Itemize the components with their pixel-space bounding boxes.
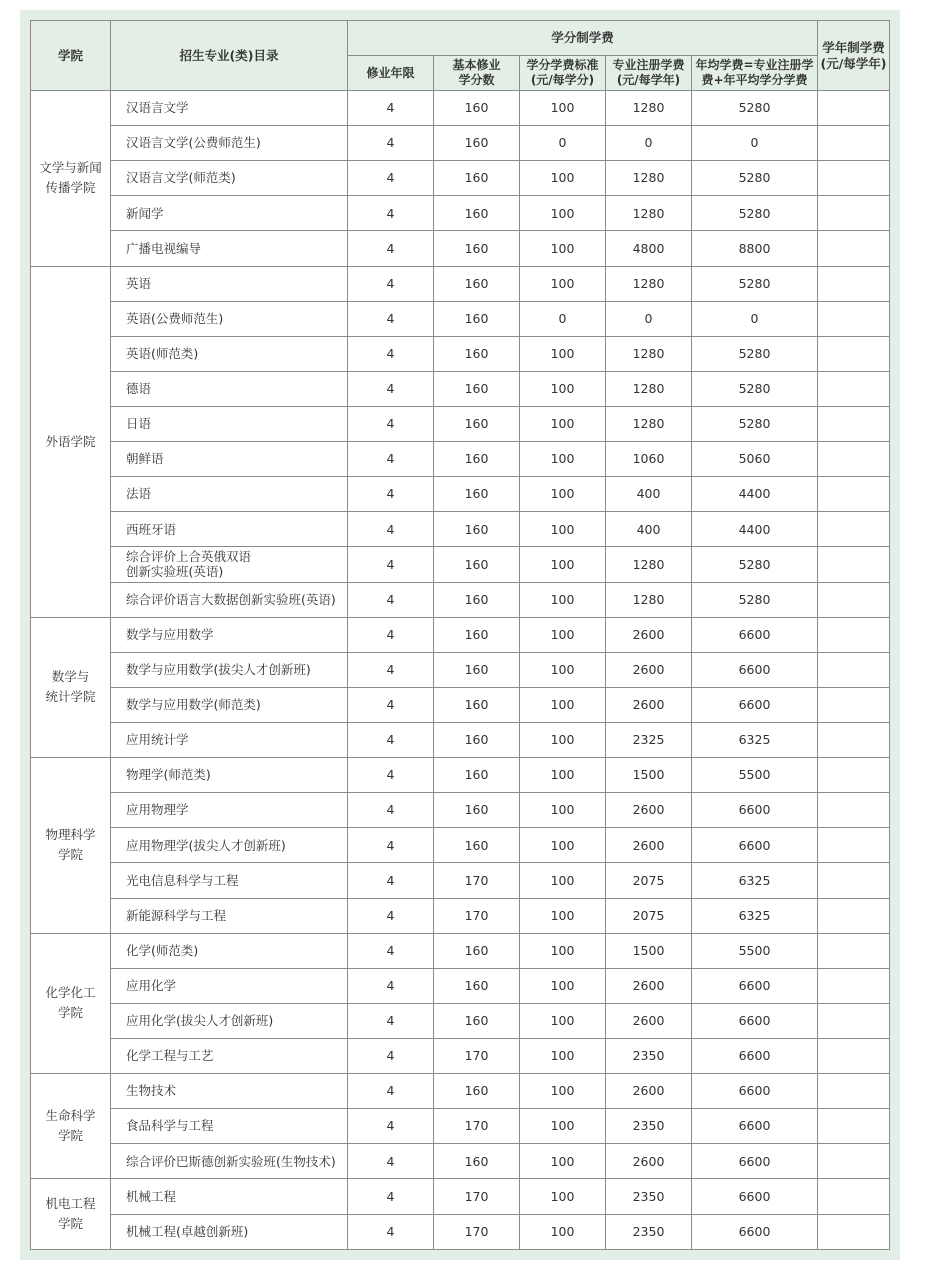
major-cell: 数学与应用数学(拔尖人才创新班) — [111, 652, 348, 687]
major-cell: 汉语言文学(公费师范生) — [111, 126, 348, 161]
years-cell: 4 — [348, 687, 434, 722]
credits-cell: 170 — [434, 1179, 520, 1214]
credits-cell: 160 — [434, 442, 520, 477]
annual-system-fee-cell — [818, 336, 890, 371]
annual-system-fee-cell — [818, 477, 890, 512]
credits-cell: 170 — [434, 863, 520, 898]
years-cell: 4 — [348, 582, 434, 617]
credits-cell: 160 — [434, 196, 520, 231]
table-frame — [20, 10, 900, 1260]
major-cell: 化学(师范类) — [111, 933, 348, 968]
annual-fee-cell: 4400 — [692, 477, 818, 512]
annual-fee-cell: 6600 — [692, 968, 818, 1003]
years-cell: 4 — [348, 828, 434, 863]
major-cell: 综合评价上合英俄双语 创新实验班(英语) — [111, 547, 348, 582]
registration-fee-cell: 0 — [606, 301, 692, 336]
credit-fee-cell: 100 — [520, 512, 606, 547]
credits-cell: 160 — [434, 933, 520, 968]
major-cell: 食品科学与工程 — [111, 1109, 348, 1144]
years-cell: 4 — [348, 1038, 434, 1073]
header-credit-system: 学分制学费 — [348, 21, 818, 56]
years-cell: 4 — [348, 863, 434, 898]
credit-fee-cell: 100 — [520, 687, 606, 722]
major-cell: 综合评价语言大数据创新实验班(英语) — [111, 582, 348, 617]
registration-fee-cell: 2600 — [606, 793, 692, 828]
major-cell: 应用化学 — [111, 968, 348, 1003]
credits-cell: 160 — [434, 477, 520, 512]
credit-fee-cell: 100 — [520, 933, 606, 968]
credits-cell: 160 — [434, 91, 520, 126]
credit-fee-cell: 100 — [520, 968, 606, 1003]
registration-fee-cell: 2600 — [606, 1003, 692, 1038]
annual-fee-cell: 6600 — [692, 617, 818, 652]
credits-cell: 160 — [434, 793, 520, 828]
credit-fee-cell: 100 — [520, 722, 606, 757]
annual-fee-cell: 6600 — [692, 687, 818, 722]
table-row — [31, 617, 890, 652]
credits-cell: 160 — [434, 301, 520, 336]
table-row — [31, 161, 890, 196]
credit-fee-cell: 100 — [520, 1144, 606, 1179]
years-cell: 4 — [348, 126, 434, 161]
registration-fee-cell: 2350 — [606, 1038, 692, 1073]
major-cell: 应用物理学 — [111, 793, 348, 828]
credit-fee-cell: 100 — [520, 1179, 606, 1214]
annual-fee-cell: 5500 — [692, 758, 818, 793]
annual-system-fee-cell — [818, 231, 890, 266]
annual-fee-cell: 5280 — [692, 161, 818, 196]
registration-fee-cell: 1280 — [606, 161, 692, 196]
header-credit-fee-standard: 学分学费标准 (元/每学分) — [520, 56, 606, 91]
annual-fee-cell: 6600 — [692, 1074, 818, 1109]
credit-fee-cell: 100 — [520, 652, 606, 687]
table-row — [31, 582, 890, 617]
major-cell: 法语 — [111, 477, 348, 512]
registration-fee-cell: 0 — [606, 126, 692, 161]
annual-system-fee-cell — [818, 758, 890, 793]
credits-cell: 160 — [434, 1003, 520, 1038]
college-cell: 物理科学 学院 — [31, 758, 111, 934]
registration-fee-cell: 1060 — [606, 442, 692, 477]
registration-fee-cell: 2600 — [606, 1074, 692, 1109]
table-row — [31, 687, 890, 722]
table-row — [31, 231, 890, 266]
major-cell: 新能源科学与工程 — [111, 898, 348, 933]
annual-system-fee-cell — [818, 442, 890, 477]
registration-fee-cell: 2350 — [606, 1179, 692, 1214]
credit-fee-cell: 100 — [520, 1074, 606, 1109]
annual-system-fee-cell — [818, 126, 890, 161]
annual-fee-cell: 6600 — [692, 1003, 818, 1038]
major-cell: 广播电视编导 — [111, 231, 348, 266]
annual-system-fee-cell — [818, 266, 890, 301]
years-cell: 4 — [348, 1214, 434, 1250]
header-major: 招生专业(类)目录 — [111, 21, 348, 91]
annual-fee-cell: 6600 — [692, 793, 818, 828]
college-cell: 外语学院 — [31, 266, 111, 617]
annual-fee-cell: 5280 — [692, 266, 818, 301]
table-row — [31, 1109, 890, 1144]
annual-fee-cell: 6325 — [692, 863, 818, 898]
credit-fee-cell: 100 — [520, 161, 606, 196]
table-row — [31, 406, 890, 441]
table-row — [31, 1214, 890, 1250]
major-cell: 日语 — [111, 406, 348, 441]
table-row — [31, 196, 890, 231]
registration-fee-cell: 1280 — [606, 582, 692, 617]
annual-system-fee-cell — [818, 617, 890, 652]
credits-cell: 160 — [434, 231, 520, 266]
credits-cell: 170 — [434, 1109, 520, 1144]
header-years: 修业年限 — [348, 56, 434, 91]
annual-system-fee-cell — [818, 196, 890, 231]
major-cell: 综合评价巴斯德创新实验班(生物技术) — [111, 1144, 348, 1179]
header-annual-fee: 年均学费=专业注册学 费+年平均学分学费 — [692, 56, 818, 91]
registration-fee-cell: 1280 — [606, 336, 692, 371]
annual-system-fee-cell — [818, 722, 890, 757]
annual-fee-cell: 5280 — [692, 336, 818, 371]
registration-fee-cell: 1280 — [606, 547, 692, 582]
credits-cell: 160 — [434, 266, 520, 301]
annual-system-fee-cell — [818, 828, 890, 863]
years-cell: 4 — [348, 301, 434, 336]
major-cell: 物理学(师范类) — [111, 758, 348, 793]
annual-system-fee-cell — [818, 371, 890, 406]
years-cell: 4 — [348, 722, 434, 757]
credits-cell: 160 — [434, 617, 520, 652]
annual-system-fee-cell — [818, 863, 890, 898]
credit-fee-cell: 100 — [520, 582, 606, 617]
credit-fee-cell: 100 — [520, 196, 606, 231]
credits-cell: 170 — [434, 898, 520, 933]
credits-cell: 160 — [434, 371, 520, 406]
major-cell: 英语(公费师范生) — [111, 301, 348, 336]
years-cell: 4 — [348, 968, 434, 1003]
credit-fee-cell: 100 — [520, 477, 606, 512]
credit-fee-cell: 100 — [520, 336, 606, 371]
years-cell: 4 — [348, 477, 434, 512]
annual-system-fee-cell — [818, 1074, 890, 1109]
table-row — [31, 547, 890, 582]
annual-fee-cell: 6600 — [692, 1179, 818, 1214]
table-row — [31, 512, 890, 547]
credit-fee-cell: 100 — [520, 266, 606, 301]
annual-fee-cell: 5280 — [692, 547, 818, 582]
major-cell: 机械工程 — [111, 1179, 348, 1214]
major-cell: 生物技术 — [111, 1074, 348, 1109]
registration-fee-cell: 2600 — [606, 652, 692, 687]
years-cell: 4 — [348, 898, 434, 933]
table-row — [31, 301, 890, 336]
credits-cell: 160 — [434, 968, 520, 1003]
credits-cell: 160 — [434, 336, 520, 371]
major-cell: 应用化学(拔尖人才创新班) — [111, 1003, 348, 1038]
years-cell: 4 — [348, 1179, 434, 1214]
credit-fee-cell: 100 — [520, 863, 606, 898]
credit-fee-cell: 100 — [520, 793, 606, 828]
major-cell: 化学工程与工艺 — [111, 1038, 348, 1073]
years-cell: 4 — [348, 617, 434, 652]
table-row — [31, 968, 890, 1003]
major-cell: 西班牙语 — [111, 512, 348, 547]
credit-fee-cell: 100 — [520, 828, 606, 863]
years-cell: 4 — [348, 1074, 434, 1109]
college-cell: 文学与新闻 传播学院 — [31, 91, 111, 267]
annual-system-fee-cell — [818, 161, 890, 196]
college-cell: 数学与 统计学院 — [31, 617, 111, 757]
credit-fee-cell: 100 — [520, 1214, 606, 1250]
credit-fee-cell: 100 — [520, 758, 606, 793]
annual-fee-cell: 5500 — [692, 933, 818, 968]
credits-cell: 160 — [434, 652, 520, 687]
table-row — [31, 371, 890, 406]
major-cell: 应用统计学 — [111, 722, 348, 757]
annual-fee-cell: 4400 — [692, 512, 818, 547]
header-college: 学院 — [31, 21, 111, 91]
college-cell: 生命科学 学院 — [31, 1074, 111, 1179]
credit-fee-cell: 100 — [520, 371, 606, 406]
registration-fee-cell: 1280 — [606, 196, 692, 231]
annual-fee-cell: 6600 — [692, 1038, 818, 1073]
annual-system-fee-cell — [818, 406, 890, 441]
major-cell: 英语(师范类) — [111, 336, 348, 371]
major-cell: 朝鲜语 — [111, 442, 348, 477]
credits-cell: 160 — [434, 547, 520, 582]
annual-fee-cell: 8800 — [692, 231, 818, 266]
annual-system-fee-cell — [818, 582, 890, 617]
major-cell: 新闻学 — [111, 196, 348, 231]
college-cell: 机电工程 学院 — [31, 1179, 111, 1250]
table-row — [31, 828, 890, 863]
credits-cell: 160 — [434, 161, 520, 196]
table-row — [31, 336, 890, 371]
years-cell: 4 — [348, 442, 434, 477]
years-cell: 4 — [348, 758, 434, 793]
annual-fee-cell: 5280 — [692, 371, 818, 406]
annual-system-fee-cell — [818, 687, 890, 722]
annual-system-fee-cell — [818, 1038, 890, 1073]
header-registration-fee: 专业注册学费 (元/每学年) — [606, 56, 692, 91]
credit-fee-cell: 100 — [520, 442, 606, 477]
table-row — [31, 266, 890, 301]
annual-fee-cell: 5280 — [692, 91, 818, 126]
registration-fee-cell: 2325 — [606, 722, 692, 757]
credits-cell: 160 — [434, 512, 520, 547]
registration-fee-cell: 400 — [606, 477, 692, 512]
major-cell: 数学与应用数学 — [111, 617, 348, 652]
years-cell: 4 — [348, 1144, 434, 1179]
credits-cell: 170 — [434, 1038, 520, 1073]
annual-fee-cell: 0 — [692, 126, 818, 161]
major-cell: 英语 — [111, 266, 348, 301]
credit-fee-cell: 100 — [520, 547, 606, 582]
registration-fee-cell: 1500 — [606, 758, 692, 793]
annual-fee-cell: 6325 — [692, 898, 818, 933]
table-row — [31, 1038, 890, 1073]
annual-system-fee-cell — [818, 1179, 890, 1214]
years-cell: 4 — [348, 336, 434, 371]
header-base-credits: 基本修业 学分数 — [434, 56, 520, 91]
registration-fee-cell: 1280 — [606, 371, 692, 406]
credits-cell: 160 — [434, 406, 520, 441]
table-row — [31, 898, 890, 933]
annual-fee-cell: 6325 — [692, 722, 818, 757]
annual-fee-cell: 6600 — [692, 1214, 818, 1250]
table-row — [31, 91, 890, 126]
annual-system-fee-cell — [818, 91, 890, 126]
credit-fee-cell: 100 — [520, 1109, 606, 1144]
table-body — [31, 91, 890, 1250]
years-cell: 4 — [348, 652, 434, 687]
credits-cell: 160 — [434, 687, 520, 722]
years-cell: 4 — [348, 933, 434, 968]
table-row — [31, 652, 890, 687]
annual-fee-cell: 6600 — [692, 652, 818, 687]
years-cell: 4 — [348, 371, 434, 406]
major-cell: 汉语言文学(师范类) — [111, 161, 348, 196]
annual-fee-cell: 5280 — [692, 406, 818, 441]
years-cell: 4 — [348, 161, 434, 196]
annual-system-fee-cell — [818, 652, 890, 687]
major-cell: 光电信息科学与工程 — [111, 863, 348, 898]
annual-fee-cell: 6600 — [692, 1109, 818, 1144]
credit-fee-cell: 0 — [520, 301, 606, 336]
registration-fee-cell: 2600 — [606, 687, 692, 722]
registration-fee-cell: 1500 — [606, 933, 692, 968]
table-row — [31, 933, 890, 968]
credits-cell: 160 — [434, 722, 520, 757]
annual-system-fee-cell — [818, 1003, 890, 1038]
years-cell: 4 — [348, 1003, 434, 1038]
registration-fee-cell: 1280 — [606, 266, 692, 301]
annual-fee-cell: 5280 — [692, 582, 818, 617]
credits-cell: 160 — [434, 582, 520, 617]
credits-cell: 160 — [434, 828, 520, 863]
major-cell: 德语 — [111, 371, 348, 406]
credit-fee-cell: 100 — [520, 406, 606, 441]
registration-fee-cell: 1280 — [606, 406, 692, 441]
major-cell: 数学与应用数学(师范类) — [111, 687, 348, 722]
table-row — [31, 1144, 890, 1179]
years-cell: 4 — [348, 406, 434, 441]
annual-system-fee-cell — [818, 898, 890, 933]
annual-system-fee-cell — [818, 933, 890, 968]
registration-fee-cell: 2075 — [606, 898, 692, 933]
years-cell: 4 — [348, 196, 434, 231]
table-row — [31, 126, 890, 161]
years-cell: 4 — [348, 793, 434, 828]
credit-fee-cell: 100 — [520, 1003, 606, 1038]
credits-cell: 160 — [434, 1144, 520, 1179]
registration-fee-cell: 2600 — [606, 1144, 692, 1179]
table-row — [31, 793, 890, 828]
annual-system-fee-cell — [818, 968, 890, 1003]
credits-cell: 160 — [434, 758, 520, 793]
table-row — [31, 477, 890, 512]
annual-fee-cell: 5060 — [692, 442, 818, 477]
annual-system-fee-cell — [818, 793, 890, 828]
annual-system-fee-cell — [818, 547, 890, 582]
years-cell: 4 — [348, 512, 434, 547]
table-row — [31, 758, 890, 793]
table-row — [31, 1074, 890, 1109]
credit-fee-cell: 100 — [520, 617, 606, 652]
credits-cell: 170 — [434, 1214, 520, 1250]
major-cell: 机械工程(卓越创新班) — [111, 1214, 348, 1250]
table-row — [31, 1179, 890, 1214]
years-cell: 4 — [348, 266, 434, 301]
college-cell: 化学化工 学院 — [31, 933, 111, 1073]
annual-system-fee-cell — [818, 301, 890, 336]
annual-system-fee-cell — [818, 512, 890, 547]
annual-system-fee-cell — [818, 1109, 890, 1144]
registration-fee-cell: 2350 — [606, 1214, 692, 1250]
major-cell: 汉语言文学 — [111, 91, 348, 126]
annual-fee-cell: 6600 — [692, 1144, 818, 1179]
registration-fee-cell: 2350 — [606, 1109, 692, 1144]
registration-fee-cell: 2600 — [606, 968, 692, 1003]
credit-fee-cell: 0 — [520, 126, 606, 161]
years-cell: 4 — [348, 91, 434, 126]
table-row — [31, 1003, 890, 1038]
registration-fee-cell: 2600 — [606, 617, 692, 652]
annual-fee-cell: 0 — [692, 301, 818, 336]
table-row — [31, 863, 890, 898]
registration-fee-cell: 2075 — [606, 863, 692, 898]
annual-system-fee-cell — [818, 1144, 890, 1179]
table-header — [31, 21, 890, 91]
credit-fee-cell: 100 — [520, 1038, 606, 1073]
table-row — [31, 442, 890, 477]
years-cell: 4 — [348, 1109, 434, 1144]
annual-system-fee-cell — [818, 1214, 890, 1250]
table-row — [31, 722, 890, 757]
major-cell: 应用物理学(拔尖人才创新班) — [111, 828, 348, 863]
registration-fee-cell: 1280 — [606, 91, 692, 126]
years-cell: 4 — [348, 231, 434, 266]
credits-cell: 160 — [434, 126, 520, 161]
tuition-table — [30, 20, 890, 1250]
credit-fee-cell: 100 — [520, 91, 606, 126]
credit-fee-cell: 100 — [520, 898, 606, 933]
years-cell: 4 — [348, 547, 434, 582]
credits-cell: 160 — [434, 1074, 520, 1109]
registration-fee-cell: 2600 — [606, 828, 692, 863]
header-annual-system: 学年制学费 (元/每学年) — [818, 21, 890, 91]
registration-fee-cell: 4800 — [606, 231, 692, 266]
registration-fee-cell: 400 — [606, 512, 692, 547]
annual-fee-cell: 6600 — [692, 828, 818, 863]
annual-fee-cell: 5280 — [692, 196, 818, 231]
credit-fee-cell: 100 — [520, 231, 606, 266]
